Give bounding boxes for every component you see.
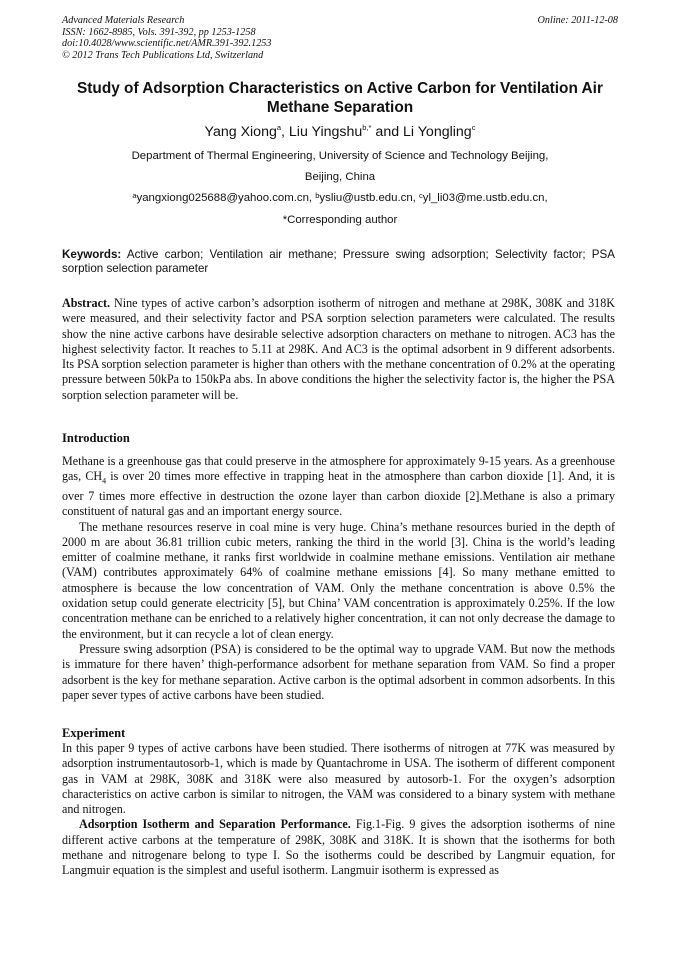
author-separator: , — [281, 124, 289, 140]
copyright-line: © 2012 Trans Tech Publications Ltd, Switzerland — [62, 49, 264, 61]
issn-line: ISSN: 1662-8985, Vols. 391-392, pp 1253-1258 — [62, 26, 256, 38]
affiliation-line: Department of Thermal Engineering, University of Science and Technology Beijing, — [131, 150, 549, 162]
paragraph: Pressure swing adsorption (PSA) is considered to be the optimal way to upgrade VAM. But now the methods is immature for there haven’ thigh-performance adsorbent for methane separation from VAM. So find a proper adsorbent is the key for methane separation. Active carbon is the optimal adsorbent in common adsorbents. In this paper sever types of active carbons have been studied. — [62, 641, 615, 702]
email-address[interactable]: yl_li03@me.ustb.edu.cn, — [422, 192, 548, 204]
keywords-text: Active carbon; Ventilation air methane; Pressure swing adsorption; Selectivity factor; PSA sorption selection parameter — [62, 248, 615, 276]
abstract — [62, 296, 615, 403]
author-mark: a — [276, 123, 282, 132]
email-address[interactable]: ysliu@ustb.edu.cn, — [319, 192, 419, 204]
author-separator: and — [371, 124, 404, 140]
paragraph-text: Methane is a greenhouse gas that could preserve in the atmosphere for approximately 9-15 years. As a greenhouse gas, CH — [62, 454, 615, 484]
paragraph — [62, 454, 615, 520]
paper-title: Study of Adsorption Characteristics on Active Carbon for Ventilation Air Methane Separation — [77, 80, 603, 116]
affiliation-line: Beijing, China — [304, 171, 376, 183]
section-heading-experiment: Experiment — [62, 726, 126, 740]
paragraph-text: Fig.1-Fig. 9 gives the adsorption isotherms of nine different active carbons at the temperature of 298K, 308K and 318K. It is shown that the isotherms for both methane and nitrogenare belong to type I. So the isotherms could be described by Langmuir equation, for Langmuir equation is the simplest and useful isotherm. Langmuir isotherm is expressed as — [62, 817, 615, 878]
online-date: Online: 2011-12-08 — [537, 15, 618, 26]
author-list — [62, 124, 618, 140]
author-name: Liu Yingshu — [288, 124, 363, 140]
paragraph-text: is over 20 times more effective in trapping heat in the atmosphere than carbon dioxide [1]. And, it is over 7 times more effective in destruction the ozone layer than carbon dioxide [2].Methane is also a primary constituent of natural gas and an important energy source. — [62, 469, 616, 519]
email-mark: c — [419, 191, 423, 200]
email-mark: a — [132, 191, 137, 200]
author-mark: c — [471, 123, 476, 132]
paragraph: In this paper 9 types of active carbons have been studied. There isotherms of nitrogen at 77K was measured by adsorption instrumentautosorb-1, which is made by Quantachrome in USA. The isotherm of different component gas in VAM at 298K, 308K and 318K were also measured by autosorb-1. For the oxygen’s adsorption characteristics on active carbon is similar to nitrogen, the VAM was considered to a binary system with methane and nitrogen. — [62, 741, 615, 817]
experiment-body — [62, 741, 615, 879]
paragraph: The methane resources reserve in coal mine is very huge. China’s methane resources buried in the depth of 2000 m are about 36.81 trillion cubic meters, ranking the third in the world [3]. China is the world’s leading emitter of coalmine methane, it ranks first worldwide in coalmine methane emissions. Ventilation air methane (VAM) contributes approximately 64% of coalmine methane emissions [4]. So many methane emitted to atmosphere is because the low concentration of VAM. Only the methane concentration is above 0.5% the oxidation setup could generate electricity [5], but China’ VAM concentration is approximately 0.25%. If the low concentration methane can be enriched to a relatively higher concentration, it can not only decrease the damage to the environment, but it can recycle a lot of clean energy. — [62, 519, 615, 641]
journal-name: Advanced Materials Research — [62, 15, 185, 26]
section-heading-introduction: Introduction — [62, 431, 130, 445]
corresponding-note: *Corresponding author — [282, 214, 398, 226]
paragraph — [62, 817, 615, 878]
introduction-body — [62, 454, 615, 703]
doi-line: doi:10.4028/www.scientific.net/AMR.391-392.1253 — [62, 38, 272, 50]
abstract-label: Abstract. — [62, 296, 111, 310]
email-address[interactable]: yangxiong025688@yahoo.com.cn, — [136, 192, 316, 204]
email-line — [62, 192, 618, 204]
keywords-label: Keywords: — [62, 248, 122, 261]
author-name: Li Yongling — [403, 124, 472, 140]
abstract-text: Nine types of active carbon’s adsorption isotherm of nitrogen and methane at 298K, 308K and 318K were measured, and their selectivity factor and PSA sorption selection parameters were calculated. The results show the nine active carbons have desirable selective adsorption characters on methane to nitrogen. AC3 has the highest selectivity factor. It reaches to 5.11 at 298K. And AC3 is the optimal adsorbent in 9 different adsorbents. Its PSA sorption selection parameter is higher than others with the methane concentration of 0.2% at the operating pressure between 50kPa to 150kPa abs. In above conditions the higher the selectivity factor is, the higher the PSA sorption selection parameter will be. — [62, 296, 615, 402]
journal-header — [62, 15, 618, 61]
subsection-label: Adsorption Isotherm and Separation Performance. — [79, 817, 351, 832]
author-mark: b,* — [362, 123, 372, 132]
email-mark: b — [315, 191, 320, 200]
keywords — [62, 248, 615, 276]
author-name: Yang Xiong — [204, 124, 277, 140]
subscript: 4 — [102, 476, 107, 486]
